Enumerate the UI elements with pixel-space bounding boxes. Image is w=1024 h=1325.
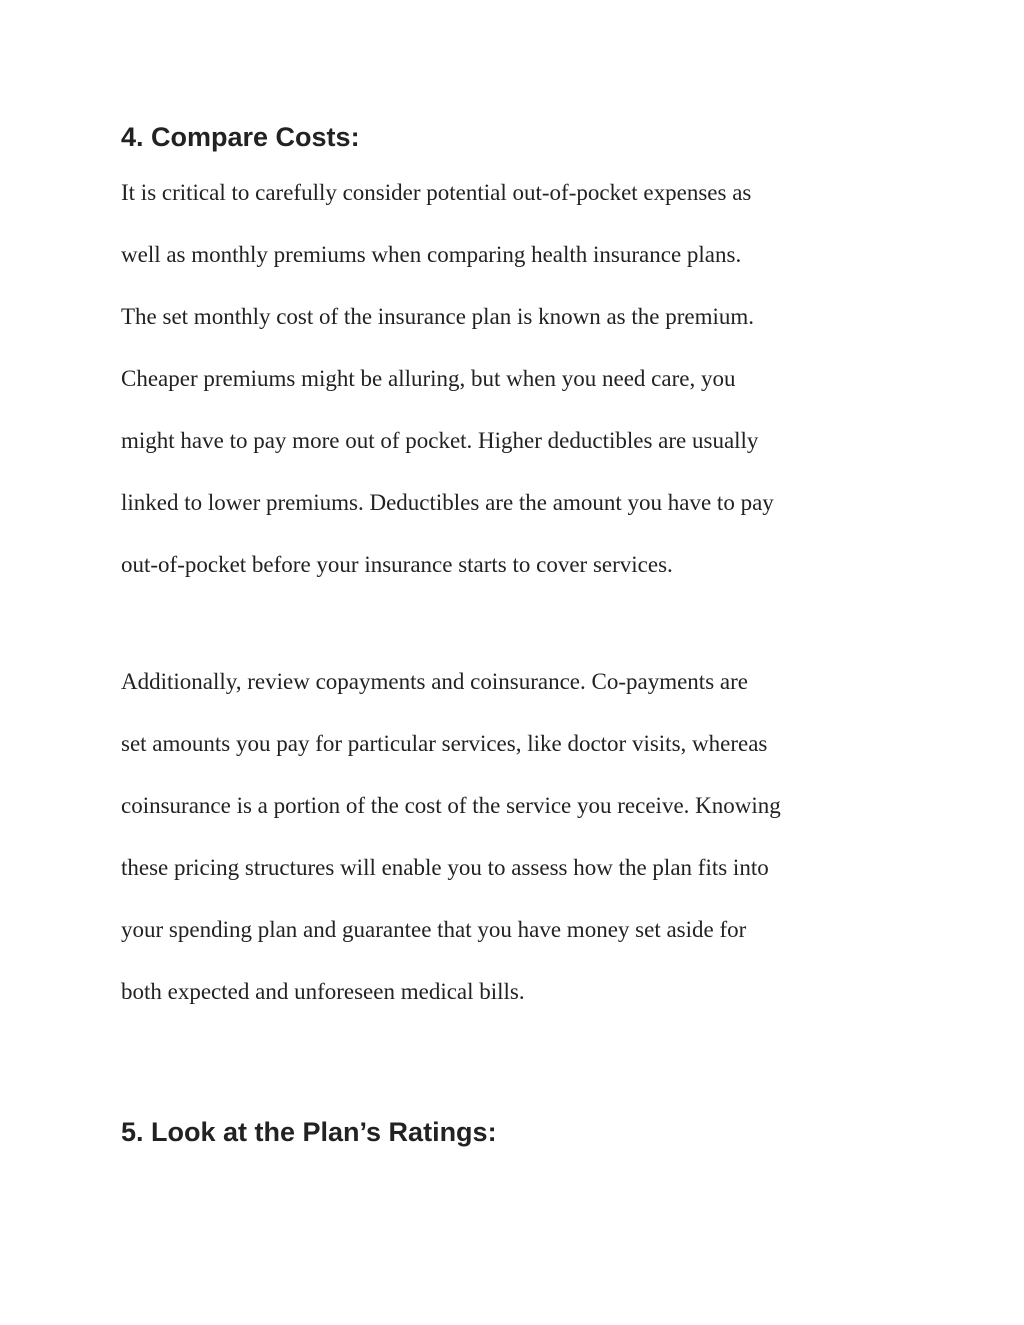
paragraph-line: coinsurance is a portion of the cost of the service you receive. Knowing [121, 793, 781, 818]
paragraph-line: Additionally, review copayments and coinsurance. Co-payments are [121, 669, 748, 694]
section-heading-compare-costs: 4. Compare Costs: [121, 122, 360, 152]
paragraph-line: might have to pay more out of pocket. Higher deductibles are usually [121, 428, 759, 453]
paragraph-line: your spending plan and guarantee that you have money set aside for [121, 917, 747, 942]
paragraph-line: Cheaper premiums might be alluring, but when you need care, you [121, 366, 736, 391]
paragraph-line: It is critical to carefully consider potential out-of-pocket expenses as [121, 180, 752, 205]
paragraph-line: both expected and unforeseen medical bills. [121, 979, 525, 1004]
paragraph-line: well as monthly premiums when comparing health insurance plans. [121, 242, 742, 267]
paragraph-line: these pricing structures will enable you to assess how the plan fits into [121, 855, 769, 880]
paragraph-costs-premiums [121, 179, 921, 613]
paragraph-copayments-coinsurance [121, 668, 921, 1040]
paragraph-line: The set monthly cost of the insurance plan is known as the premium. [121, 304, 755, 329]
section-heading-plan-ratings: 5. Look at the Plan’s Ratings: [121, 1117, 497, 1147]
paragraph-line: linked to lower premiums. Deductibles are the amount you have to pay [121, 490, 774, 515]
paragraph-line: out-of-pocket before your insurance starts to cover services. [121, 552, 673, 577]
paragraph-line: set amounts you pay for particular services, like doctor visits, whereas [121, 731, 768, 756]
